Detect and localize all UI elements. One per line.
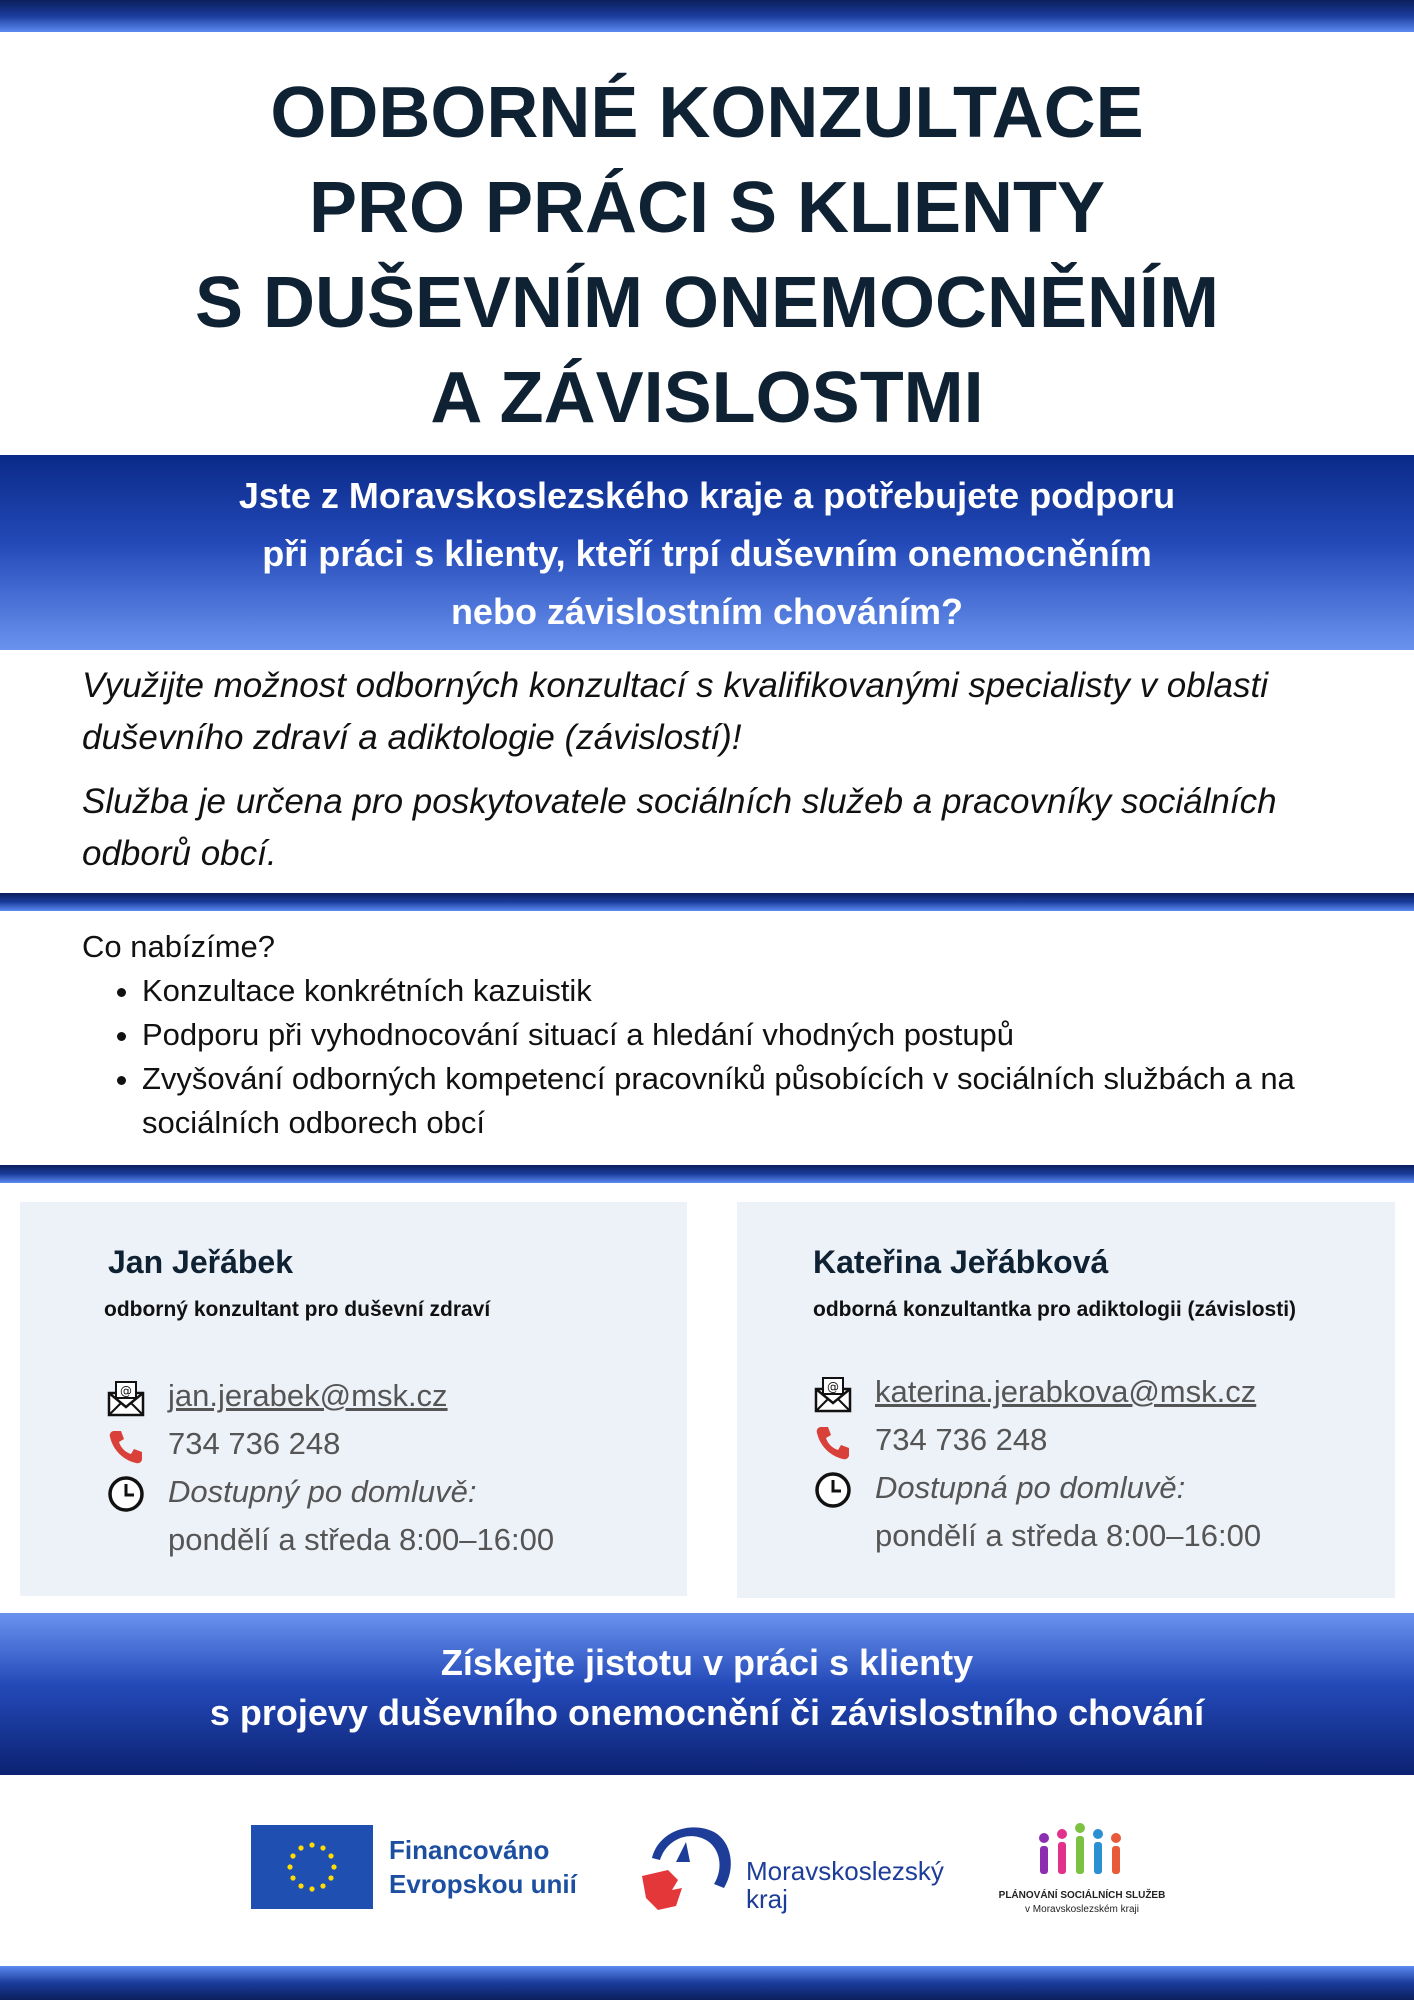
closing-line-2: s projevy duševního onemocnění či závislostního chování <box>209 1692 1205 1733</box>
closing-line-1: Získejte jistotu v práci s klienty <box>440 1642 974 1683</box>
offer-item: • Zvyšování odborných kompetencí pracovníků působících v sociálních službách a na sociálních odborech obcí <box>142 1057 1302 1145</box>
svg-text:@: @ <box>827 1380 839 1394</box>
pss-logo <box>982 1822 1182 1922</box>
contact-name: Kateřina Jeřábková <box>813 1244 1109 1280</box>
offer-item: • Konzultace konkrétních kazuistik <box>142 969 1362 1013</box>
pss-text-2: v Moravskoslezském kraji <box>1025 1904 1139 1915</box>
title-line-2: PRO PRÁCI S KLIENTY <box>308 168 1106 248</box>
contact-name: Jan Jeřábek <box>108 1244 294 1280</box>
top-bar <box>0 0 1414 32</box>
svg-text:@: @ <box>120 1384 132 1398</box>
availability-text: Dostupný po domluvě: <box>168 1474 477 1509</box>
people-icon <box>1032 1822 1132 1882</box>
contact-role: odborná konzultantka pro adiktologii (závislosti) <box>813 1298 1297 1321</box>
intro-text <box>82 660 1342 892</box>
clock-icon <box>813 1470 853 1510</box>
question-banner <box>0 455 1414 650</box>
email-link[interactable]: jan.jerabek@msk.cz <box>168 1378 448 1413</box>
intro-paragraph-1: Využijte možnost odborných konzultací s kvalifikovanými specialisty v oblasti duševního zdraví a adiktologie (závislostí)! <box>82 666 1268 757</box>
availability-text: Dostupná po domluvě: <box>875 1470 1186 1505</box>
eu-text-1: Financováno <box>389 1835 550 1865</box>
email-icon <box>106 1379 146 1419</box>
eu-logo <box>251 1825 581 1911</box>
phone-number: 734 736 248 <box>168 1426 341 1461</box>
pss-text-1: PLÁNOVÁNÍ SOCIÁLNÍCH SLUŽEB <box>998 1890 1166 1901</box>
page-title <box>0 66 1414 446</box>
question-line-2: při práci s klienty, kteří trpí duševním onemocněním <box>262 533 1152 574</box>
msk-emblem-icon <box>638 1818 742 1918</box>
title-line-4: A ZÁVISLOSTMI <box>430 358 984 438</box>
clock-icon <box>106 1474 146 1514</box>
separator-bar <box>0 893 1414 911</box>
email-link[interactable]: katerina.jerabkova@msk.cz <box>875 1374 1257 1409</box>
eu-text-2: Evropskou unií <box>389 1869 577 1899</box>
bottom-bar <box>0 1966 1414 2000</box>
msk-text-2: kraj <box>746 1884 788 1914</box>
title-line-1: ODBORNÉ KONZULTACE <box>270 73 1144 153</box>
contact-role: odborný konzultant pro duševní zdraví <box>104 1298 491 1321</box>
eu-flag-icon <box>251 1825 373 1909</box>
email-icon <box>813 1375 853 1415</box>
offer-list <box>82 969 1362 1145</box>
contact-card <box>737 1202 1395 1598</box>
contact-card <box>20 1202 687 1596</box>
offer-section <box>82 925 1362 1145</box>
phone-icon <box>106 1427 146 1467</box>
msk-text-1: Moravskoslezský <box>746 1856 944 1886</box>
question-line-1: Jste z Moravskoslezského kraje a potřebujete podporu <box>238 475 1176 516</box>
office-hours: pondělí a středa 8:00–16:00 <box>875 1518 1262 1553</box>
separator-bar <box>0 1165 1414 1183</box>
intro-paragraph-2: Služba je určena pro poskytovatele sociálních služeb a pracovníky sociálních odborů obcí. <box>82 782 1277 873</box>
offer-heading: Co nabízíme? <box>82 929 275 964</box>
msk-logo <box>638 1818 958 1918</box>
office-hours: pondělí a středa 8:00–16:00 <box>168 1522 555 1557</box>
question-line-3: nebo závislostním chováním? <box>450 591 964 632</box>
phone-number: 734 736 248 <box>875 1422 1048 1457</box>
closing-banner <box>0 1613 1414 1775</box>
offer-item: • Podporu při vyhodnocování situací a hledání vhodných postupů <box>142 1013 1362 1057</box>
phone-icon <box>813 1423 853 1463</box>
title-line-3: S DUŠEVNÍM ONEMOCNĚNÍM <box>194 263 1220 343</box>
